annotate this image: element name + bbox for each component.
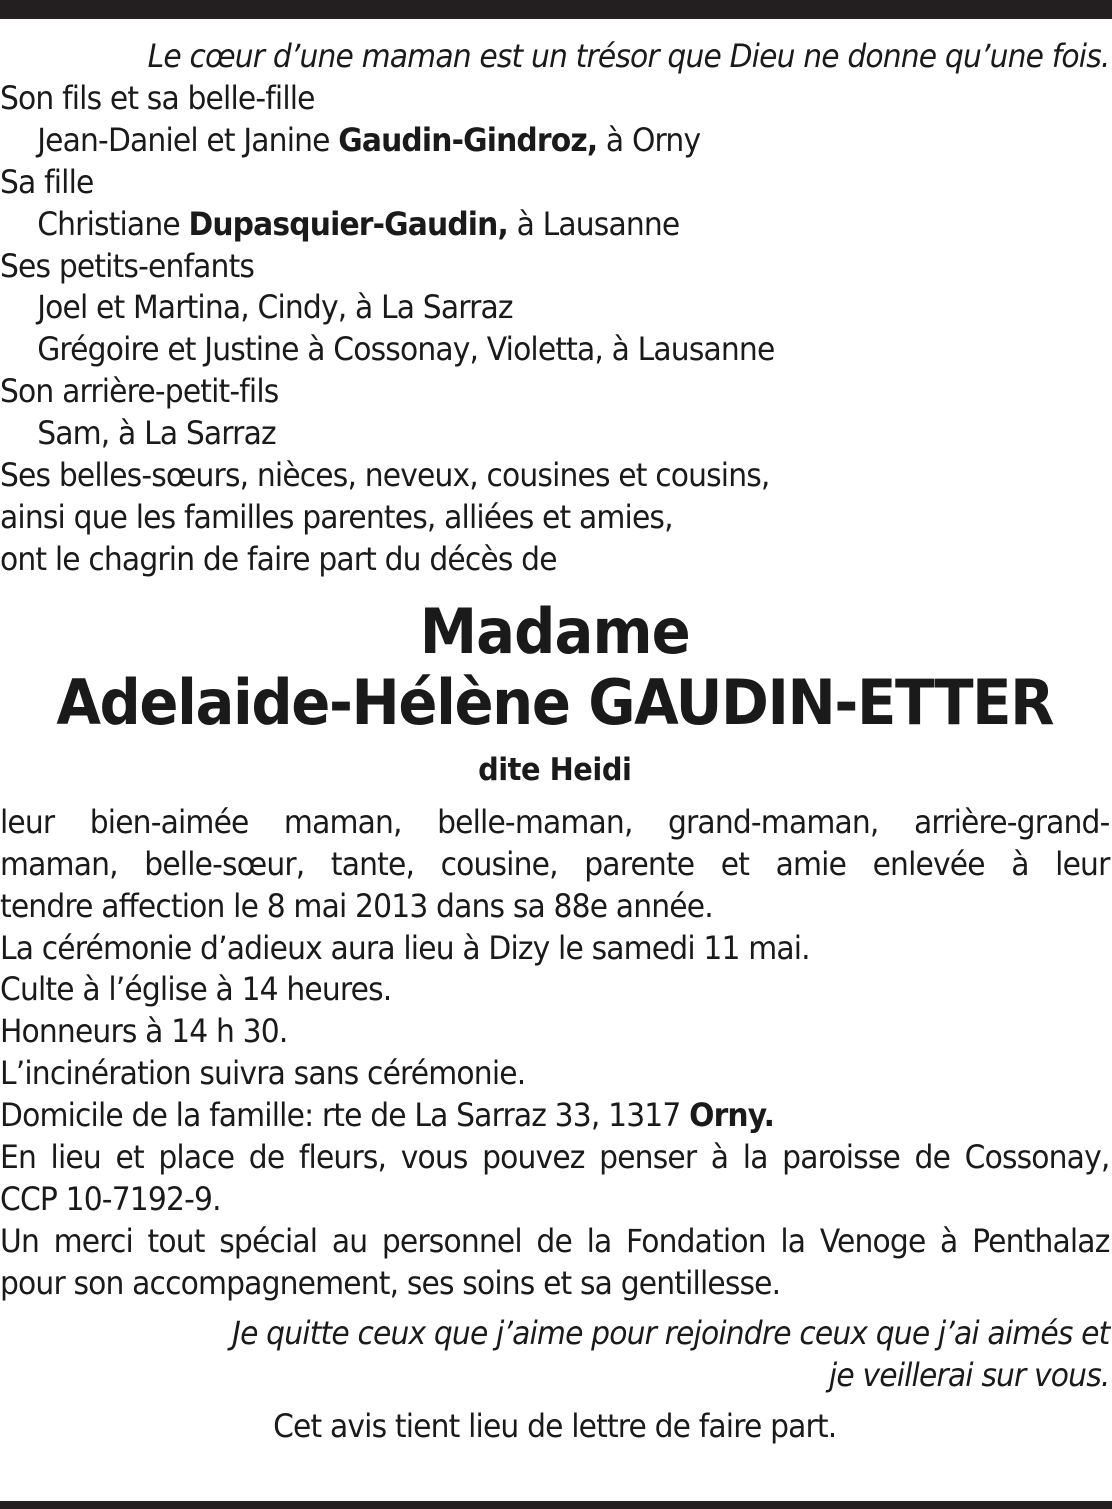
son-place: à Orny [597,120,701,159]
footer-note: Cet avis tient lieu de lettre de faire part. [273,1407,837,1446]
extended-family-line-2: ainsi que les familles parentes, alliées et amies, [0,497,673,536]
daughter-names: Christiane [37,204,189,243]
son-line [0,120,1109,162]
obituary-notice [0,36,1109,1448]
donation-line-2: CCP 10-7192-9. [0,1179,221,1218]
announcement-line: ont le chagrin de faire part du décès de [0,539,557,578]
domicile-line [0,1095,1109,1137]
closing-quote-line-2: je veillerai sur vous. [828,1355,1110,1394]
closing-quote-line-1: Je quitte ceux que j’aime pour rejoindre ceux que j’ai aimés et [232,1313,1110,1352]
daughter-surname: Dupasquier-Gaudin, [188,204,508,243]
son-names: Jean-Daniel et Janine [37,120,339,159]
grandchildren-line-1: Joel et Martina, Cindy, à La Sarraz [37,288,513,327]
relation-line-1: leur bien-aimée maman, belle-maman, grand-maman, arrière-grand- [0,802,1110,841]
domicile-prefix: Domicile de la famille: rte de La Sarraz 33, 1317 [0,1096,690,1135]
domicile-town: Orny. [689,1096,775,1135]
son-heading: Son fils et sa belle-fille [0,78,315,117]
honours-line: Honneurs à 14 h 30. [0,1012,288,1051]
son-surname: Gaudin-Gindroz, [338,120,598,159]
ceremony-line: La cérémonie d’adieux aura lieu à Dizy le samedi 11 mai. [0,928,810,967]
top-rule [0,0,1112,19]
grandchildren-heading: Ses petits-enfants [0,246,255,285]
greatgrandson-heading: Son arrière-petit-fils [0,372,279,411]
deceased-name: Adelaide-Hélène GAUDIN-ETTER [56,665,1054,739]
daughter-line [0,204,1109,246]
donation-line-1: En lieu et place de fleurs, vous pouvez penser à la paroisse de Cossonay, [0,1138,1110,1177]
deceased-name-block [0,594,1109,800]
bottom-rule [0,1501,1112,1509]
deceased-title: Madame [419,594,690,668]
thanks-line-1: Un merci tout spécial au personnel de la Fondation la Venoge à Penthalaz [0,1221,1110,1260]
daughter-heading: Sa fille [0,162,94,201]
greatgrandson-line: Sam, à La Sarraz [37,414,276,453]
relation-line-2: maman, belle-sœur, tante, cousine, parente et amie enlevée à leur [0,844,1110,883]
relation-line-3: tendre affection le 8 mai 2013 dans sa 88e année. [0,886,713,925]
grandchildren-line-2: Grégoire et Justine à Cossonay, Violetta, à Lausanne [37,330,775,369]
daughter-place: à Lausanne [507,204,680,243]
extended-family-line-1: Ses belles-sœurs, nièces, neveux, cousines et cousins, [0,456,770,495]
cremation-line: L’incinération suivra sans cérémonie. [0,1054,526,1093]
deceased-nickname: dite Heidi [478,751,632,788]
epigraph: Le cœur d’une maman est un trésor que Dieu ne donne qu’une fois. [147,37,1110,75]
service-line: Culte à l’église à 14 heures. [0,970,392,1009]
thanks-line-2: pour son accompagnement, ses soins et sa gentillesse. [0,1263,781,1302]
